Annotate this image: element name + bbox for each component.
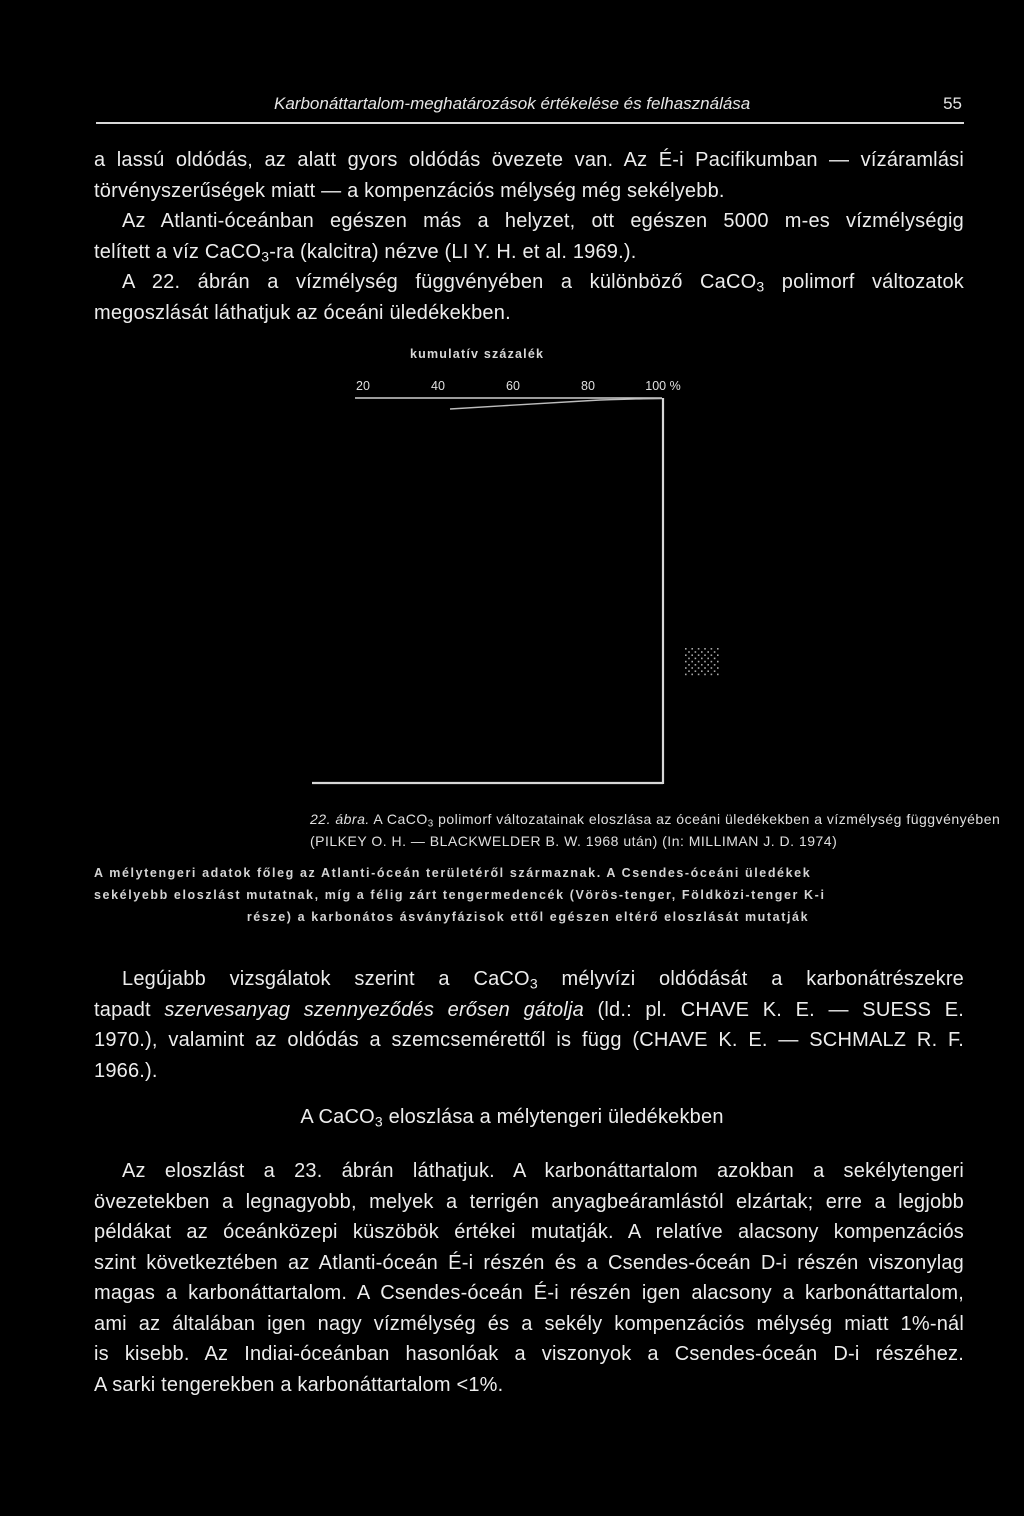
hatch-dot xyxy=(691,667,693,669)
paragraph-1-line: törvényszerűségek miatt — a kompenzációs mélység még sekélyebb. xyxy=(94,179,725,202)
text-run: mélyvízi oldódását a karbonátrészekre xyxy=(537,968,964,990)
hatch-dot xyxy=(685,667,687,669)
hatch-dot xyxy=(717,661,719,663)
hatch-dot xyxy=(704,674,706,676)
text-run: eloszlása a mélytengeri üledékekben xyxy=(382,1106,724,1128)
paragraph-3-line: megoszlását láthatjuk az óceáni üledékekben. xyxy=(94,301,511,324)
hatch-dot xyxy=(707,658,709,660)
paragraph-3 xyxy=(94,267,964,328)
x-tick-label: 40 xyxy=(431,379,445,393)
hatch-dot xyxy=(688,658,690,660)
paragraph-5-line: példákat az óceánközepi küszöbök értékei mutatják. A relatíve alacsony kompenzációs xyxy=(94,1221,964,1243)
hatch-dot xyxy=(698,654,700,656)
hatch-dot xyxy=(701,670,703,672)
hatch-dot xyxy=(695,664,697,666)
note-line: A mélytengeri adatok főleg az Atlanti-óceán területéről származnak. A Csendes-óceáni üledékek xyxy=(94,866,812,880)
subscript: 3 xyxy=(529,975,538,992)
hatch-dot xyxy=(691,648,693,650)
paragraph-4-line xyxy=(94,964,964,995)
subscript: 3 xyxy=(427,818,434,830)
polymorph-boundary-curve xyxy=(450,399,662,410)
paragraph-5-line: ami az általában igen nagy vízmélység és a sekély kompenzációs mélység miatt 1%-nál xyxy=(94,1312,964,1335)
x-tick-labels xyxy=(356,379,681,393)
caption-line: (PILKEY O. H. — BLACKWELDER B. W. 1968 után) (In: MILLIMAN J. D. 1974) xyxy=(310,833,838,849)
paragraph-2 xyxy=(94,206,964,267)
paragraph-1-line: a lassú oldódás, az alatt gyors oldódás övezete van. Az É-i Pacifikumban — vízáramlási xyxy=(94,149,964,171)
subscript: 3 xyxy=(261,248,270,264)
paragraph-3-line xyxy=(94,267,964,298)
subscript: 3 xyxy=(756,278,765,295)
hatch-dot xyxy=(685,648,687,650)
x-tick-label: 20 xyxy=(356,379,370,393)
hatch-dot xyxy=(688,651,690,653)
text-run: A CaCO xyxy=(369,811,428,827)
paragraph-5-line: Az eloszlást a 23. ábrán láthatjuk. A karbonáttartalom azokban a sekélytengeri xyxy=(122,1160,964,1182)
paragraph-5 xyxy=(94,1156,964,1400)
hatch-dot xyxy=(711,654,713,656)
hatch-dot xyxy=(704,667,706,669)
hatch-dot xyxy=(691,661,693,663)
hatch-dot xyxy=(714,670,716,672)
hatch-dot xyxy=(698,648,700,650)
hatch-dot xyxy=(707,651,709,653)
hatched-region xyxy=(685,648,719,675)
hatch-dot xyxy=(701,664,703,666)
hatch-dot xyxy=(717,674,719,676)
running-header xyxy=(96,92,964,124)
hatch-dot xyxy=(704,648,706,650)
text-run: polimorf változatok xyxy=(764,271,964,293)
hatch-dot xyxy=(695,658,697,660)
paragraph-4-line: 1970.), valamint az oldódás a szemcsemérettől is függ (CHAVE K. E. — SCHMALZ R. F. xyxy=(94,1029,964,1051)
hatch-dot xyxy=(714,664,716,666)
running-header-title: Karbonáttartalom-meghatározások értékelése és felhasználása xyxy=(274,94,751,113)
paragraph-5-line: szint következtében az Atlanti-óceán É-i részén és a Csendes-óceán D-i részén viszonylag xyxy=(94,1251,964,1274)
hatch-dot xyxy=(711,661,713,663)
hatch-dot xyxy=(685,661,687,663)
paragraph-5-line: A sarki tengerekben a karbonáttartalom <1%. xyxy=(94,1373,504,1396)
hatch-dot xyxy=(711,648,713,650)
text-run: -ra (kalcitra) nézve (LI Y. H. et al. 1969.). xyxy=(269,240,637,263)
hatch-dot xyxy=(698,661,700,663)
figure-number: 22. ábra. xyxy=(310,811,370,827)
paragraph-5-line: is kisebb. Az Indiai-óceánban hasonlóak a viszonyok a Csendes-óceán D-i részéhez. xyxy=(94,1343,964,1365)
hatch-dot xyxy=(704,661,706,663)
paragraph-4-line: 1966.). xyxy=(94,1059,158,1082)
polymorph-depth-chart xyxy=(300,360,740,790)
figure-note xyxy=(94,862,962,928)
note-line: sekélyebb eloszlást mutatnak, míg a félig zárt tengermedencék (Vörös-tenger, Földközi-tenger K-i xyxy=(94,888,826,902)
text-run: polimorf változatainak eloszlása az óceáni üledékekben a vízmélység függvényében xyxy=(433,811,1001,827)
note-line: része) a karbonátos ásványfázisok ettől egészen eltérő eloszlását mutatják xyxy=(246,910,810,924)
hatch-dot xyxy=(717,667,719,669)
hatch-dot xyxy=(717,648,719,650)
x-tick-label: 100 % xyxy=(645,379,681,393)
hatch-dot xyxy=(707,670,709,672)
hatch-dot xyxy=(717,654,719,656)
paragraph-2-line: Az Atlanti-óceánban egészen más a helyzet, ott egészen 5000 m-es vízmélységig xyxy=(122,210,964,232)
hatch-dot xyxy=(685,654,687,656)
section-title xyxy=(0,1106,1024,1129)
paragraph-2-line xyxy=(94,237,964,268)
caption-line xyxy=(310,808,1001,830)
text-run: A 22. ábrán a vízmélység függvényében a különböző CaCO xyxy=(122,271,757,293)
hatch-dot xyxy=(698,667,700,669)
text-run: telített a víz CaCO xyxy=(94,240,262,263)
x-tick-label: 60 xyxy=(506,379,520,393)
emphasis-text: szervesanyag szennyeződés erősen gátolja xyxy=(164,998,584,1021)
hatch-dot xyxy=(691,654,693,656)
text-run: Legújabb vizsgálatok szerint a CaCO xyxy=(122,968,530,990)
paragraph-5-line: övezetekben a legnagyobb, melyek a terrigén anyagbeáramlástól elzártak; erre a legjobb xyxy=(94,1190,964,1213)
hatch-dot xyxy=(714,658,716,660)
hatch-dot xyxy=(707,664,709,666)
paragraph-4-line xyxy=(94,995,964,1026)
paragraph-5-line: magas a karbonáttartalom. A Csendes-óceán É-i részén igen alacsony a karbonáttartalom, xyxy=(94,1282,964,1304)
hatch-dot xyxy=(685,674,687,676)
hatch-dot xyxy=(714,651,716,653)
hatch-dot xyxy=(704,654,706,656)
hatch-dot xyxy=(688,670,690,672)
hatch-dot xyxy=(701,658,703,660)
chart-axis-title: kumulatív százalék xyxy=(410,347,545,361)
hatch-dot xyxy=(701,651,703,653)
x-tick-label: 80 xyxy=(581,379,595,393)
page-number: 55 xyxy=(943,94,962,113)
hatch-dot xyxy=(688,664,690,666)
hatch-dot xyxy=(711,674,713,676)
subscript: 3 xyxy=(374,1113,383,1130)
figure-caption xyxy=(310,808,1001,852)
hatch-dot xyxy=(695,651,697,653)
hatch-dot xyxy=(711,667,713,669)
hatch-dot xyxy=(698,674,700,676)
text-run: (ld.: pl. CHAVE K. E. — SUESS E. xyxy=(583,998,964,1021)
hatch-dot xyxy=(695,670,697,672)
text-run: A CaCO xyxy=(300,1106,375,1128)
hatch-dot xyxy=(691,674,693,676)
paragraph-4 xyxy=(94,964,964,1086)
text-run: tapadt xyxy=(94,998,165,1021)
paragraph-1 xyxy=(94,145,964,206)
